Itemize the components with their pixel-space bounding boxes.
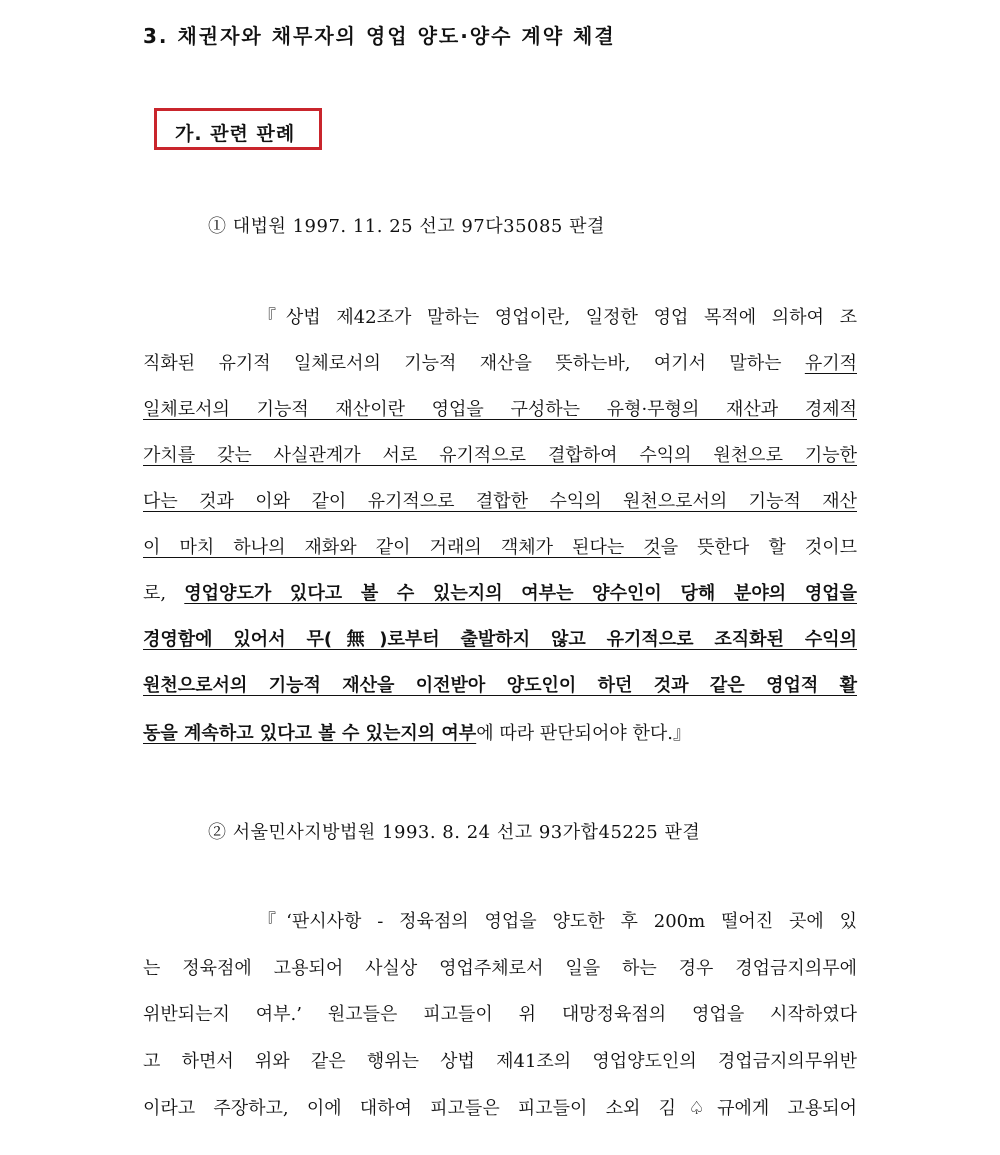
case1-line-1: 『상법 제42조가 말하는 영업이란, 일정한 영업 목적에 의하여 조 [258, 307, 857, 328]
case1-line-5: 다는 것과 이와 같이 유기적으로 결합한 수익의 원천으로서의 기능적 재산 [143, 491, 857, 512]
case2-line-2: 는 정육점에 고용되어 사실상 영업주체로서 일을 하는 경우 경업금지의무에 [143, 958, 857, 979]
case2-line-1: 『‘판시사항 - 정육점의 영업을 양도한 후 200m 떨어진 곳에 있 [258, 911, 857, 932]
subsection-label-box [154, 108, 322, 150]
case1-line-9: 원천으로서의 기능적 재산을 이전받아 양도인이 하던 것과 같은 영업적 활 [143, 675, 857, 696]
subsection-label: 가. 관련 판례 [175, 123, 296, 145]
case1-line-3: 일체로서의 기능적 재산이란 영업을 구성하는 유형·무형의 재산과 경제적 [143, 399, 857, 420]
case1-line-7: 로, 영업양도가 있다고 볼 수 있는지의 여부는 양수인이 당해 분야의 영업을 [143, 583, 857, 604]
case1-line-8: 경영함에 있어서 무(無)로부터 출발하지 않고 유기적으로 조직화된 수익의 [143, 629, 857, 650]
case2-line-3: 위반되는지 여부.’ 원고들은 피고들이 위 대망정육점의 영업을 시작하였다 [143, 1004, 857, 1025]
case2-heading: ② 서울민사지방법원 1993. 8. 24 선고 93가합45225 판결 [208, 822, 701, 843]
case1-heading: ① 대법원 1997. 11. 25 선고 97다35085 판결 [208, 216, 605, 237]
case1-line-6: 이 마치 하나의 재화와 같이 거래의 객체가 된다는 것을 뜻한다 할 것이므 [143, 537, 857, 558]
case2-line-5: 이라고 주장하고, 이에 대하여 피고들은 피고들이 소외 김♤규에게 고용되어 [143, 1098, 857, 1119]
case2-line-4: 고 하면서 위와 같은 행위는 상법 제41조의 영업양도인의 경업금지의무위반 [143, 1051, 857, 1072]
case1-line-4: 가치를 갖는 사실관계가 서로 유기적으로 결합하여 수익의 원천으로 기능한 [143, 445, 857, 466]
case1-line-2: 직화된 유기적 일체로서의 기능적 재산을 뜻하는바, 여기서 말하는 유기적 [143, 353, 857, 374]
section-title: 3. 채권자와 채무자의 영업 양도·양수 계약 체결 [143, 24, 616, 48]
case1-line-10: 동을 계속하고 있다고 볼 수 있는지의 여부에 따라 판단되어야 한다.』 [143, 723, 691, 744]
